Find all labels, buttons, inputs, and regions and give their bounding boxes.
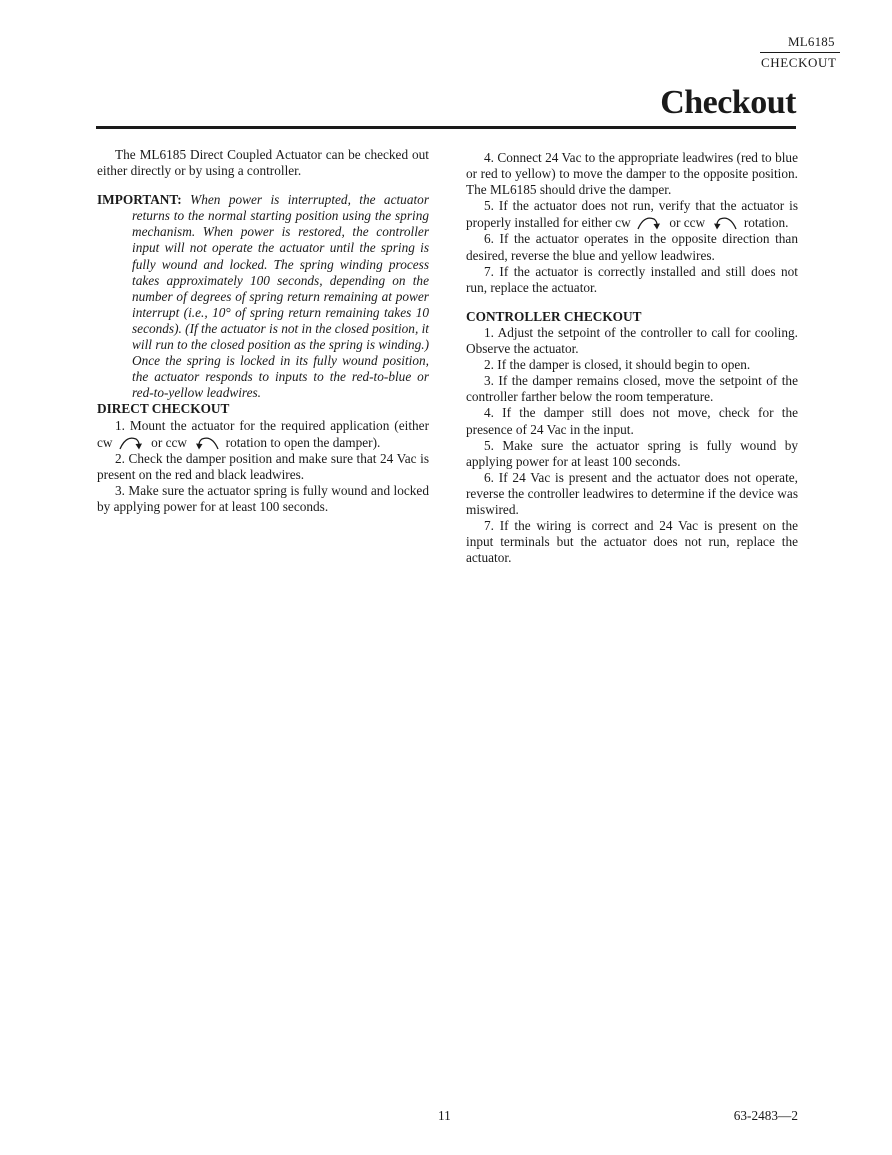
direct-step-5-text-b: or ccw (669, 215, 706, 231)
controller-step: 6. If 24 Vac is present and the actuator does not operate, reverse the controller leadwires to determine if the device was miswired. (466, 469, 798, 517)
direct-step-1-text-a: 1. Mount the actuator for the required application (either cw (97, 417, 429, 450)
direct-step-1-text-b: or ccw (151, 434, 187, 450)
counterclockwise-arrow-icon (709, 214, 739, 231)
controller-step: 1. Adjust the setpoint of the controller to call for cooling. Observe the actuator. (466, 324, 798, 357)
controller-step: 2. If the damper is closed, it should begin to open. (484, 357, 751, 373)
direct-step-5-text-a: 5. If the actuator does not run, verify that the actuator is properly installed for either cw (466, 198, 798, 231)
page-title: Checkout (660, 84, 796, 121)
important-text: When power is interrupted, the actuator returns to the normal starting position using the spring mechanism. When power is restored, the controller input will not operate the actuator until the spring is fully wound and locked. The spring winding process takes approximately 100 seconds, depending on the number of degrees of spring return remaining at power interrupt (i.e., 10° of spring return remaining takes 10 seconds). (If the actuator is not in the closed position, it will run to the closed position as the spring is winding.) Once the spring is locked in its fully wound position, the actuator responds to inputs to the red-to-blue or red-to-yellow leadwires. (132, 192, 429, 401)
section-gap (466, 296, 798, 309)
direct-step-4: 4. Connect 24 Vac to the appropriate leadwires (red to blue or red to yellow) to move the damper to the opposite position. The ML6185 should drive the damper. (466, 150, 798, 198)
right-column (466, 150, 798, 566)
header-model: ML6185 (788, 34, 835, 49)
header-rule (760, 52, 840, 53)
title-rule (96, 126, 796, 129)
counterclockwise-arrow-icon (191, 434, 221, 451)
direct-step-3: 3. Make sure the actuator spring is fully wound and locked by applying power for at least 100 seconds. (97, 482, 429, 514)
direct-step-5-text-c: rotation. (743, 215, 789, 231)
clockwise-arrow-icon (117, 434, 147, 451)
direct-checkout-heading: DIRECT CHECKOUT (97, 401, 230, 417)
intro-paragraph: The ML6185 Direct Coupled Actuator can be checked out either directly or by using a controller. (97, 147, 429, 179)
controller-step: 5. Make sure the actuator spring is fully wound by applying power for at least 100 seconds. (466, 437, 798, 469)
controller-step: 3. If the damper remains closed, move the setpoint of the controller farther below the room temperature. (466, 373, 798, 405)
important-note (97, 192, 429, 401)
direct-step-1 (97, 418, 429, 451)
header-section: CHECKOUT (761, 55, 837, 70)
controller-step: 4. If the damper still does not move, check for the presence of 24 Vac in the input. (466, 405, 798, 437)
direct-step-5 (466, 198, 798, 231)
direct-step-1-text-c: rotation to open the damper). (225, 434, 381, 450)
direct-step-7: 7. If the actuator is correctly installed and still does not run, replace the actuator. (466, 263, 798, 295)
important-label: IMPORTANT: (97, 192, 182, 208)
left-column (97, 147, 429, 515)
controller-checkout-heading: CONTROLLER CHECKOUT (466, 308, 642, 324)
clockwise-arrow-icon (635, 214, 665, 231)
page-number: 11 (438, 1108, 451, 1123)
document-number: 63-2483—2 (733, 1108, 798, 1123)
controller-step: 7. If the wiring is correct and 24 Vac is present on the input terminals but the actuator does not run, replace the actuator. (466, 518, 798, 566)
direct-step-6: 6. If the actuator operates in the opposite direction than desired, reverse the blue and yellow leadwires. (466, 231, 798, 263)
direct-step-2: 2. Check the damper position and make sure that 24 Vac is present on the red and black leadwires. (97, 450, 429, 482)
